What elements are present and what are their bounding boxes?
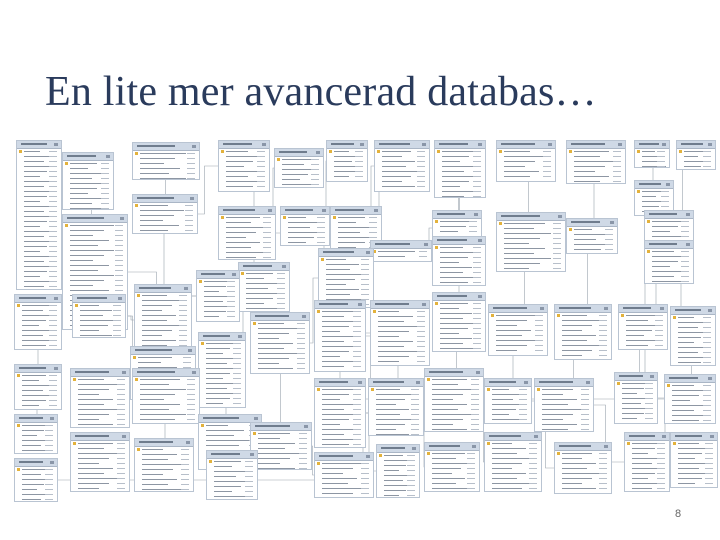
table-box <box>566 140 626 184</box>
table-box <box>14 294 62 350</box>
table-box <box>566 218 618 254</box>
table-header <box>635 141 669 149</box>
table-box <box>16 140 62 290</box>
table-header <box>485 433 541 441</box>
table-column-row <box>251 466 311 470</box>
table-column-row <box>197 314 239 319</box>
table-box <box>280 206 330 246</box>
table-column-row <box>15 497 57 502</box>
table-column-row <box>133 417 199 422</box>
table-header <box>15 415 57 423</box>
table-header <box>219 207 275 215</box>
slide-title: En lite mer avancerad databas… <box>45 69 597 115</box>
table-column-row <box>315 364 365 369</box>
table-column-row <box>219 255 275 260</box>
table-header <box>433 237 485 245</box>
table-column-row <box>619 343 667 348</box>
table-header <box>671 433 717 441</box>
table-column-row <box>671 360 715 365</box>
table-box <box>670 432 718 488</box>
table-column-row <box>425 486 479 491</box>
table-box <box>488 304 548 356</box>
table-column-row <box>567 247 617 252</box>
table-header <box>371 241 431 249</box>
table-column-row <box>133 176 199 180</box>
table-column-row <box>315 491 373 496</box>
table-header <box>433 211 481 219</box>
table-header <box>63 215 127 223</box>
table-column-row <box>17 284 61 289</box>
table-box <box>70 368 130 428</box>
table-box <box>634 140 670 168</box>
table-header <box>677 141 715 149</box>
table-column-row <box>275 182 323 187</box>
table-column-row <box>497 174 555 179</box>
table-header <box>371 301 429 309</box>
table-box <box>496 212 566 272</box>
table-box <box>250 312 310 374</box>
table-header <box>535 379 593 387</box>
table-header <box>63 153 113 161</box>
table-header <box>377 445 419 453</box>
table-box <box>424 442 480 492</box>
table-header <box>207 451 257 459</box>
table-box <box>62 152 114 210</box>
table-box <box>314 378 366 448</box>
table-column-row <box>71 486 129 491</box>
table-header <box>71 433 129 441</box>
table-column-row <box>377 493 419 498</box>
table-column-row <box>219 184 269 189</box>
table-header <box>645 211 693 219</box>
table-box <box>132 368 200 424</box>
table-header <box>15 459 57 467</box>
table-box <box>318 248 374 308</box>
table-box <box>484 378 532 424</box>
table-box <box>70 432 130 492</box>
table-header <box>319 249 373 257</box>
table-column-row <box>73 333 125 338</box>
table-box <box>370 240 432 262</box>
table-column-row <box>199 401 245 406</box>
table-header <box>133 143 199 151</box>
er-diagram <box>14 132 718 504</box>
table-header <box>433 293 485 301</box>
table-header <box>425 369 483 377</box>
table-header <box>197 271 239 279</box>
table-header <box>489 305 547 313</box>
table-column-row <box>677 164 715 169</box>
table-header <box>635 181 673 189</box>
table-column-row <box>251 366 309 371</box>
table-header <box>327 141 367 149</box>
table-column-row <box>485 417 531 422</box>
table-column-row <box>207 494 257 499</box>
table-column-row <box>133 228 197 233</box>
table-box <box>374 140 430 192</box>
table-box <box>238 262 290 312</box>
table-header <box>555 305 611 313</box>
table-header <box>15 365 61 373</box>
table-column-row <box>555 486 611 491</box>
table-header <box>497 141 555 149</box>
table-header <box>671 307 715 315</box>
table-column-row <box>625 486 669 491</box>
table-box <box>14 458 58 502</box>
table-box <box>196 270 240 322</box>
table-column-row <box>369 432 423 436</box>
table-column-row <box>433 280 485 285</box>
table-header <box>497 213 565 221</box>
table-header <box>425 443 479 451</box>
page-number: 8 <box>675 508 682 520</box>
table-header <box>567 141 625 149</box>
table-box <box>534 378 594 432</box>
table-header <box>199 333 245 341</box>
table-header <box>71 369 129 377</box>
table-box <box>670 306 716 366</box>
table-header <box>485 379 531 387</box>
table-column-row <box>555 353 611 358</box>
table-box <box>132 142 200 180</box>
table-header <box>567 219 617 227</box>
table-header <box>275 149 323 157</box>
table-box <box>314 452 374 498</box>
table-header <box>251 423 311 431</box>
table-header <box>619 305 667 313</box>
table-box <box>664 374 716 424</box>
table-column-row <box>665 418 715 423</box>
table-box <box>326 140 368 182</box>
table-column-row <box>567 179 625 184</box>
table-column-row <box>371 359 429 364</box>
table-column-row <box>671 481 717 486</box>
table-box <box>218 206 276 260</box>
table-box <box>370 300 430 366</box>
table-header <box>133 195 197 203</box>
table-column-row <box>489 348 547 353</box>
table-header <box>135 285 191 293</box>
table-box <box>614 372 658 424</box>
table-box <box>368 378 424 436</box>
table-box <box>432 292 486 352</box>
table-box <box>554 304 612 360</box>
table-header <box>15 295 61 303</box>
table-column-row <box>135 487 193 492</box>
table-column-row <box>71 422 129 427</box>
table-header <box>315 379 365 387</box>
table-header <box>239 263 289 271</box>
table-header <box>219 141 269 149</box>
table-header <box>331 207 381 215</box>
table-header <box>133 369 199 377</box>
table-column-row <box>239 306 289 311</box>
table-column-row <box>63 206 113 210</box>
table-column-row <box>371 254 431 259</box>
table-box <box>618 304 668 350</box>
table-column-row <box>497 266 565 271</box>
table-box <box>250 422 312 470</box>
table-column-row <box>327 174 367 179</box>
table-header <box>251 313 309 321</box>
table-box <box>72 294 126 338</box>
table-column-row <box>315 442 365 447</box>
table-column-row <box>615 416 657 421</box>
table-box <box>624 432 670 492</box>
table-box <box>554 442 612 494</box>
table-column-row <box>15 448 57 453</box>
table-column-row <box>485 486 541 491</box>
table-header <box>555 443 611 451</box>
table-header <box>315 301 365 309</box>
table-header <box>281 207 329 215</box>
table-box <box>424 368 484 432</box>
table-column-row <box>635 164 669 168</box>
table-box <box>14 364 62 410</box>
table-column-row <box>433 346 485 351</box>
table-header <box>665 375 715 383</box>
table-header <box>131 347 195 355</box>
table-box <box>676 140 716 170</box>
table-header <box>645 241 693 249</box>
table-column-row <box>535 427 593 432</box>
table-column-row <box>375 184 429 189</box>
table-column-row <box>645 279 693 284</box>
table-header <box>375 141 429 149</box>
table-box <box>434 140 486 198</box>
table-box <box>14 414 58 454</box>
table-box <box>432 236 486 286</box>
table-header <box>369 379 423 387</box>
table-column-row <box>15 403 61 408</box>
table-header <box>625 433 669 441</box>
table-box <box>376 444 420 498</box>
table-column-row <box>425 427 483 432</box>
table-header <box>73 295 125 303</box>
table-header <box>615 373 657 381</box>
table-box <box>274 148 324 188</box>
table-box <box>132 194 198 234</box>
table-header <box>315 453 373 461</box>
table-box <box>134 438 194 492</box>
table-box <box>484 432 542 492</box>
table-header <box>17 141 61 149</box>
table-header <box>435 141 485 149</box>
table-box <box>198 332 246 408</box>
table-column-row <box>15 343 61 348</box>
table-box <box>218 140 270 192</box>
table-box <box>644 240 694 284</box>
table-box <box>206 450 258 500</box>
table-column-row <box>281 240 329 245</box>
table-box <box>314 300 366 372</box>
table-column-row <box>435 194 485 198</box>
table-box <box>496 140 556 182</box>
table-header <box>135 439 193 447</box>
